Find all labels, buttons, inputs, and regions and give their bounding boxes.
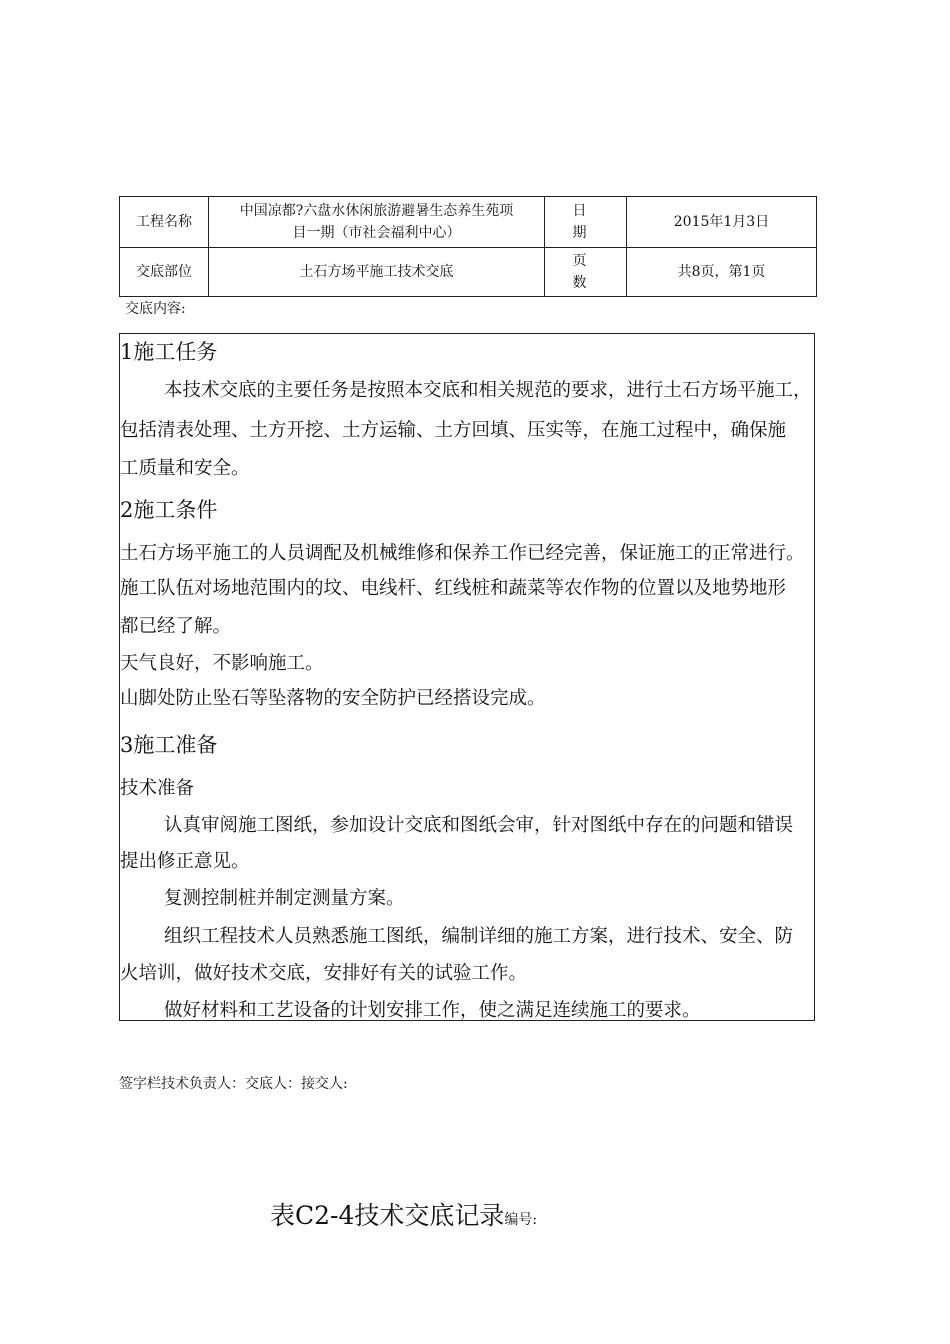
signature-line: 签字栏技术负责人：交底人：接交人: [119,1076,348,1092]
section-2-line-2: 施工队伍对场地范围内的坟、电线杆、红线桩和蔬菜等农作物的位置以及地势地形 [120,578,787,599]
part-value: 土石方场平施工技术交底 [209,248,545,297]
header-row-project [120,197,817,248]
section-3-para-3-line-2: 火培训，做好技术交底，安排好有关的试验工作。 [120,963,528,984]
section-1-line-2: 包括清表处理、土方开挖、土方运输、土方回填、压实等，在施工过程中，确保施 [120,420,787,441]
section-3-heading: 3施工准备 [120,733,218,757]
section-1-line-3: 工质量和安全。 [120,458,250,479]
section-1-line-1: 本技术交底的主要任务是按照本交底和相关规范的要求，进行土石方场平施工， [164,380,812,401]
pages-label: 页数 [545,248,627,297]
footer-title [270,1196,537,1232]
section-2-heading: 2施工条件 [120,498,218,522]
header-row-part [120,248,817,297]
content-label: 交底内容: [125,301,186,317]
header-table [119,196,817,297]
project-name [209,197,545,248]
project-name-line1: 中国凉都?六盘水休闲旅游避暑生态养生苑项 [239,203,514,219]
part-label: 交底部位 [120,248,209,297]
section-3-para-3-line-1: 组织工程技术人员熟悉施工图纸，编制详细的施工方案，进行技术、安全、防 [164,926,794,947]
section-3-para-1-line-2: 提出修正意见。 [120,851,250,872]
form-title: 表C2-4技术交底记录 [270,1201,505,1230]
section-2-line-5: 山脚处防止坠石等坠落物的安全防护已经搭设完成。 [120,688,546,709]
date-value: 2015年1月3日 [627,197,817,248]
section-2-line-3: 都已经了解。 [120,616,232,637]
number-label: 编号: [504,1212,538,1228]
section-2-line-4: 天气良好，不影响施工。 [120,653,324,674]
project-name-line2: 目一期（市社会福利中心） [292,225,461,241]
section-3-para-4: 做好材料和工艺设备的计划安排工作，使之满足连续施工的要求。 [164,1000,701,1021]
date-label: 日期 [545,197,627,248]
section-3-para-1-line-1: 认真审阅施工图纸，参加设计交底和图纸会审，针对图纸中存在的问题和错误 [164,815,794,836]
content-box [119,333,815,1021]
section-2-line-1: 土石方场平施工的人员调配及机械维修和保养工作已经完善，保证施工的正常进行。 [120,543,805,564]
section-3-subheading: 技术准备 [120,778,195,799]
project-label: 工程名称 [120,197,209,248]
section-3-para-2: 复测控制桩并制定测量方案。 [164,888,405,909]
section-1-heading: 1施工任务 [120,340,218,364]
pages-value: 共8页，第1页 [627,248,817,297]
